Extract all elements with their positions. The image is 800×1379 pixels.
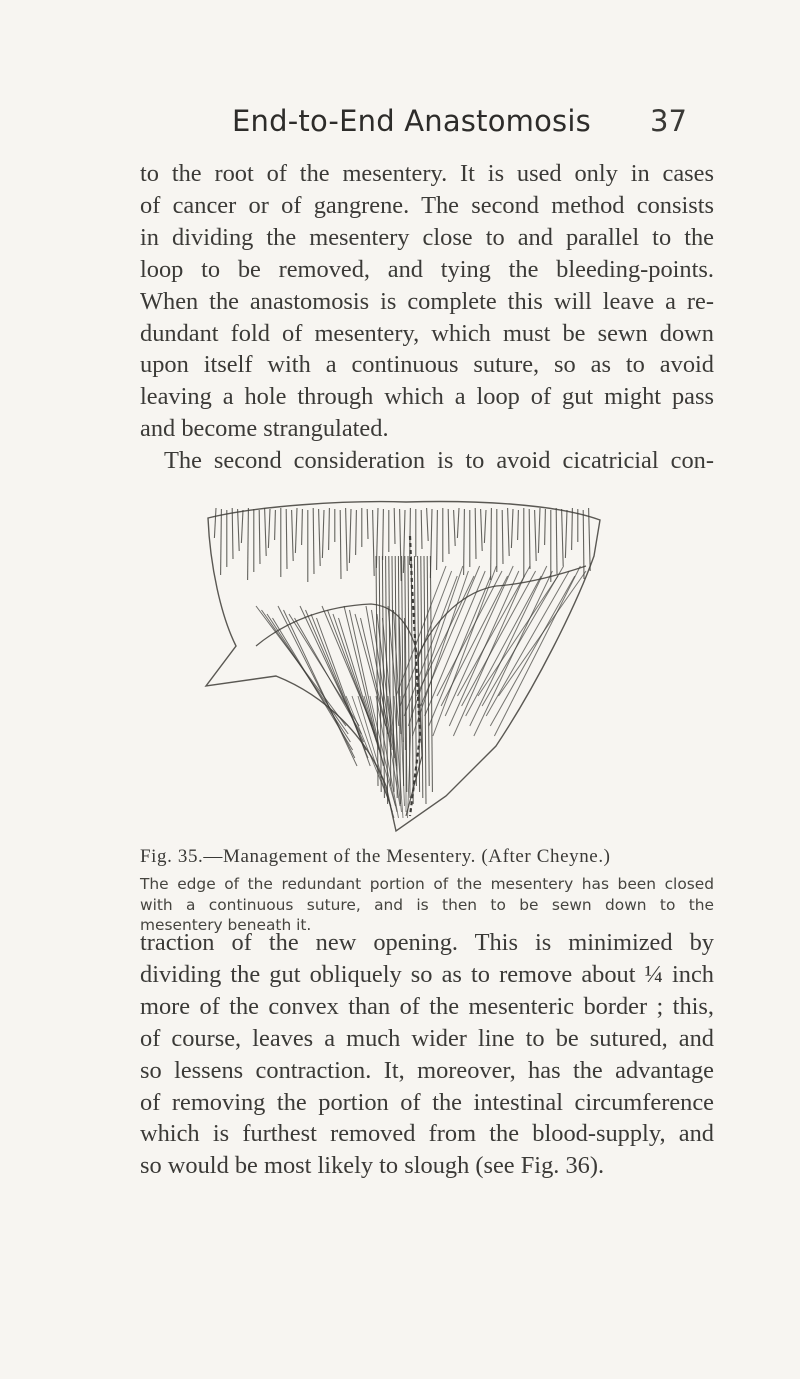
hatch-stroke bbox=[389, 556, 391, 786]
hatch-stroke bbox=[475, 508, 476, 559]
hatch-stroke bbox=[313, 508, 314, 574]
paragraph-bottom bbox=[140, 927, 714, 1182]
hatch-stroke bbox=[319, 509, 321, 566]
hatch-stroke bbox=[367, 509, 368, 539]
text-line: dundant fold of mesentery, which must be sewn down bbox=[140, 319, 714, 347]
hatch-stroke bbox=[462, 571, 536, 706]
hatch-stroke bbox=[350, 610, 384, 766]
hatch-stroke bbox=[295, 508, 297, 553]
text-line: leaving a hole through which a loop of gut might pass bbox=[140, 383, 714, 411]
hatch-stroke bbox=[356, 510, 357, 555]
hatch-stroke bbox=[518, 510, 519, 540]
hatch-stroke bbox=[275, 510, 276, 540]
caption-line: The edge of the redundant portion of the mesentery has been closed bbox=[140, 875, 714, 893]
hatch-stroke bbox=[373, 510, 375, 576]
hatch-stroke bbox=[508, 508, 510, 556]
hatch-stroke bbox=[502, 510, 503, 564]
hatch-stroke bbox=[346, 508, 348, 571]
hatch-stroke bbox=[494, 566, 580, 736]
hatch-stroke bbox=[376, 508, 378, 568]
hatch-stroke bbox=[221, 509, 222, 575]
hatch-stroke bbox=[238, 509, 240, 551]
text-line: to the root of the mesentery. It is used only in cases bbox=[140, 160, 714, 187]
hatch-stroke bbox=[329, 508, 330, 550]
mesentery-drawing bbox=[196, 496, 616, 841]
hatch-stroke bbox=[421, 510, 422, 549]
hatch-stroke bbox=[358, 696, 394, 818]
hatch-stroke bbox=[556, 508, 557, 574]
hatch-stroke bbox=[302, 509, 303, 545]
hatch-stroke bbox=[482, 566, 563, 706]
page-number: 37 bbox=[650, 104, 687, 138]
hatch-stroke bbox=[464, 509, 465, 575]
figure-caption bbox=[140, 846, 714, 936]
paragraph-top bbox=[140, 158, 714, 477]
text-line: upon itself with a continuous suture, so as to avoid bbox=[140, 351, 714, 379]
hatch-stroke bbox=[437, 510, 438, 570]
hatch-stroke bbox=[457, 508, 459, 538]
caption-line: mesentery beneath it. bbox=[140, 916, 312, 935]
hatch-stroke bbox=[583, 510, 584, 579]
hatch-stroke bbox=[292, 510, 294, 561]
text-line: The second consideration is to avoid cicatricial con- bbox=[164, 447, 714, 475]
hatch-stroke bbox=[511, 509, 513, 548]
running-title: End-to-End Anastomosis bbox=[232, 104, 591, 138]
hatch-stroke bbox=[241, 510, 243, 543]
hatch-stroke bbox=[248, 508, 249, 580]
hatch-stroke bbox=[491, 508, 492, 580]
hatch-stroke bbox=[572, 508, 573, 550]
hatch-stroke bbox=[286, 509, 287, 569]
hatch-stroke bbox=[490, 576, 575, 726]
text-line: traction of the new opening. This is minimized by bbox=[140, 929, 714, 956]
hatch-stroke bbox=[340, 510, 341, 579]
hatch-stroke bbox=[430, 556, 432, 792]
text-line: which is furthest removed from the blood-supply, and bbox=[140, 1120, 714, 1148]
hatch-stroke bbox=[427, 508, 429, 541]
hatch-stroke bbox=[259, 510, 260, 564]
hatch-stroke bbox=[410, 508, 411, 565]
hatch-stroke bbox=[322, 510, 324, 558]
text-line: When the anastomosis is complete this will leave a re- bbox=[140, 287, 714, 315]
hatch-stroke bbox=[214, 508, 216, 538]
hatch-stroke bbox=[484, 510, 486, 543]
hatch-stroke bbox=[499, 571, 587, 696]
hatch-stroke bbox=[383, 509, 384, 560]
hatch-stroke bbox=[454, 510, 456, 546]
hatch-stroke bbox=[448, 509, 449, 554]
hatch-stroke bbox=[408, 566, 463, 726]
caption-title: Fig. 35.—Management of the Mesentery. (After Cheyne.) bbox=[140, 846, 611, 867]
text-line: of removing the portion of the intestinal circumference bbox=[140, 1088, 714, 1116]
text-line: so lessens contraction. It, moreover, has the advantage bbox=[140, 1056, 714, 1084]
text-line: and become strangulated. bbox=[140, 415, 389, 443]
fold-edge-outline bbox=[418, 566, 586, 656]
text-line: of course, leaves a much wider line to be sutured, and bbox=[140, 1024, 714, 1052]
hatch-stroke bbox=[400, 509, 402, 581]
hatch-stroke bbox=[538, 508, 540, 553]
vessel-hatching bbox=[214, 508, 590, 818]
hatch-stroke bbox=[565, 510, 567, 558]
text-line: more of the convex than of the mesenteric border ; this, bbox=[140, 992, 714, 1020]
text-line: so would be most likely to slough (see Fig. 36). bbox=[140, 1152, 605, 1180]
text-line: of cancer or of gangrene. The second method consists bbox=[140, 191, 714, 219]
mesentery-illustration bbox=[196, 496, 616, 841]
hatch-stroke bbox=[562, 509, 564, 566]
hatch-stroke bbox=[481, 509, 483, 551]
hatch-stroke bbox=[535, 510, 537, 561]
hatch-stroke bbox=[394, 508, 395, 544]
text-line: dividing the gut obliquely so as to remove about ¼ inch bbox=[140, 960, 714, 988]
hatch-stroke bbox=[232, 508, 233, 559]
running-head bbox=[0, 104, 800, 144]
hatch-stroke bbox=[529, 509, 530, 569]
hatch-stroke bbox=[349, 509, 351, 563]
hatch-stroke bbox=[284, 610, 358, 766]
text-line: in dividing the mesentery close to and parallel to the bbox=[140, 223, 714, 251]
hatch-stroke bbox=[268, 509, 270, 548]
hatch-stroke bbox=[545, 509, 546, 545]
caption-line: with a continuous suture, and is then to be sewn down to the bbox=[140, 895, 714, 914]
text-line: loop to be removed, and tying the bleeding-points. bbox=[140, 255, 714, 283]
hatch-stroke bbox=[265, 508, 267, 556]
